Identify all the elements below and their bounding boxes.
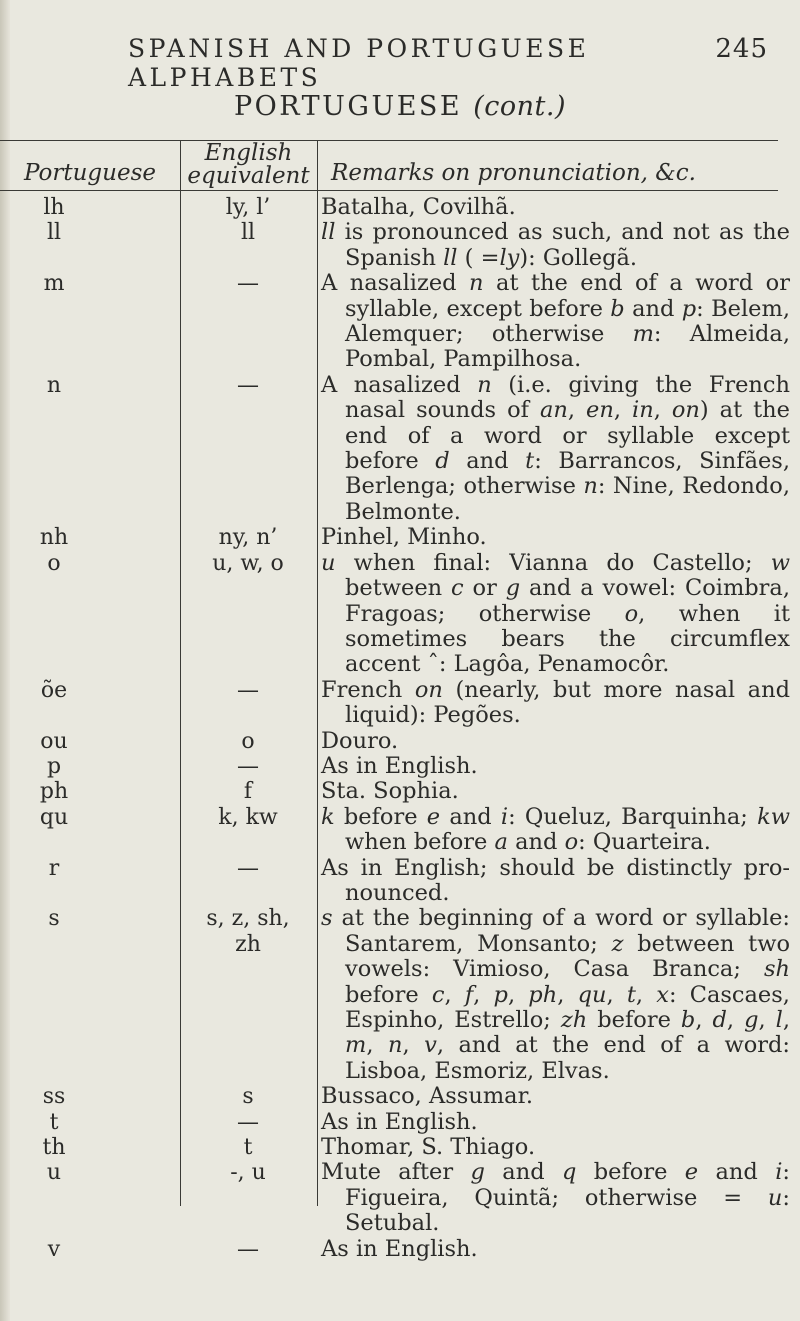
pronunciation-remark: Bussaco, Assumar. <box>321 1083 534 1110</box>
english-equivalent: t <box>243 1135 253 1161</box>
english-equivalent: s, z, sh, zh <box>206 906 290 957</box>
column-header-english-line1: English <box>204 140 293 166</box>
table-row <box>0 1084 800 1109</box>
table-row <box>0 271 800 373</box>
table-row <box>0 525 800 550</box>
pronunciation-remark: A nasalized n (i.e. giving the French nasal sounds of an, en, in, on) at the end of a word or syllable except before d and t: Barrancos, Sinfães, Berlenga; otherwise n: Nine, Redondo, Belmonte. <box>321 371 790 525</box>
table-row <box>0 551 800 678</box>
page-number: 245 <box>715 34 768 64</box>
section-title <box>0 91 800 122</box>
english-equivalent: — <box>237 753 259 779</box>
english-equivalent: -, u <box>230 1160 266 1186</box>
portuguese-letter: ss <box>42 1084 66 1110</box>
english-equivalent: — <box>237 677 259 703</box>
english-equivalent: ny, n’ <box>218 525 278 551</box>
portuguese-letter: ll <box>46 220 62 246</box>
english-equivalent: — <box>237 855 259 881</box>
pronunciation-remark: A nasalized n at the end of a word or syllable, except before b and p: Belem, Alemquer; otherwise m: Almeida, Pombal, Pampilhosa. <box>321 270 790 373</box>
english-equivalent: k, kw <box>218 804 278 830</box>
table-row <box>0 906 800 1084</box>
english-equivalent: — <box>237 271 259 297</box>
pronunciation-remark: Mute after g and q before e and i: Figueira, Quintã; otherwise = u: Setubal. <box>321 1159 790 1237</box>
table-row <box>0 729 800 754</box>
portuguese-letter: p <box>46 753 62 779</box>
table-row <box>0 1237 800 1262</box>
pronunciation-remark: Douro. <box>321 727 399 754</box>
table-top-rule <box>0 140 778 141</box>
english-equivalent: — <box>237 1236 259 1262</box>
pronunciation-remark: Pinhel, Minho. <box>321 524 487 551</box>
section-title-text: PORTUGUESE <box>233 91 463 122</box>
portuguese-letter: r <box>48 855 60 881</box>
table-row <box>0 220 800 271</box>
table-row <box>0 805 800 856</box>
english-equivalent: — <box>237 1109 259 1135</box>
pronunciation-remark: ll is pronounced as such, and not as the Spanish ll ( =ly): Gollegã. <box>321 219 790 271</box>
portuguese-letter: o <box>47 550 61 576</box>
pronunciation-remark: Sta. Sophia. <box>321 778 459 805</box>
table-row <box>0 678 800 729</box>
english-equivalent: ll <box>240 220 256 246</box>
pronunciation-remark: French on (nearly, but more nasal and liquid): Pegões. <box>321 676 790 729</box>
portuguese-letter: lh <box>43 195 65 220</box>
portuguese-letter: ph <box>39 779 69 805</box>
table-body <box>0 195 800 1262</box>
english-equivalent: o <box>241 728 255 754</box>
portuguese-letter: th <box>42 1135 66 1161</box>
portuguese-letter: s <box>48 906 60 932</box>
portuguese-letter: õe <box>40 677 68 703</box>
table-row <box>0 1110 800 1135</box>
column-header-english-line2: equivalent <box>187 163 310 189</box>
table-row <box>0 779 800 804</box>
portuguese-letter: ou <box>40 728 68 754</box>
english-equivalent: ly, l’ <box>225 195 271 220</box>
english-equivalent: s <box>242 1084 254 1110</box>
english-equivalent: f <box>243 779 253 805</box>
pronunciation-remark: k before e and i: Queluz, Barquinha; kw when before a and o: Quarteira. <box>321 803 790 856</box>
portuguese-letter: m <box>43 271 65 297</box>
pronunciation-remark: u when final: Vianna do Castello; w between c or g and a vowel: Coimbra, Fragoas; otherwise o, when it sometimes bears the circumflex accent ˆ: Lagôa, Penamocôr. <box>321 549 791 678</box>
pronunciation-remark: As in English. <box>321 752 478 779</box>
pronunciation-remark: As in English. <box>321 1108 478 1135</box>
portuguese-letter: nh <box>39 525 69 551</box>
portuguese-letter: t <box>49 1109 59 1135</box>
portuguese-letter: n <box>46 372 62 398</box>
english-equivalent: — <box>237 372 259 398</box>
table-row <box>0 856 800 907</box>
portuguese-letter: qu <box>39 804 69 830</box>
portuguese-letter: u <box>46 1160 62 1186</box>
table-row <box>0 1160 800 1236</box>
pronunciation-remark: As in English. <box>321 1235 478 1262</box>
table-header-rule <box>0 190 778 191</box>
section-cont: (cont.) <box>473 91 567 122</box>
table-row <box>0 754 800 779</box>
portuguese-letter: v <box>47 1236 61 1262</box>
pronunciation-remark: As in English; should be distinctly pronounced. <box>321 854 790 906</box>
running-title: SPANISH AND PORTUGUESE ALPHABETS <box>128 34 590 92</box>
column-header-portuguese: Portuguese <box>23 160 156 186</box>
running-head <box>128 34 768 92</box>
table-row <box>0 195 800 220</box>
table-row <box>0 1135 800 1160</box>
column-header-english <box>180 142 317 188</box>
table-row <box>0 373 800 525</box>
pronunciation-remark: Batalha, Covilhã. <box>321 194 516 220</box>
column-header-remarks: Remarks on pronunciation, &c. <box>331 160 696 186</box>
english-equivalent: u, w, o <box>212 550 284 576</box>
pronunciation-remark: Thomar, S. Thiago. <box>321 1134 536 1161</box>
pronunciation-remark: s at the beginning of a word or syllable: Santarem, Monsanto; z between two vowels: Vimioso, Casa Branca; sh before c, f, p, ph, qu, t, x: Cascaes, Espinho, Estrello; zh before b, d, g, l, m, n, v, and at the end of a word: Lisboa, Esmoriz, Elvas. <box>321 905 791 1084</box>
